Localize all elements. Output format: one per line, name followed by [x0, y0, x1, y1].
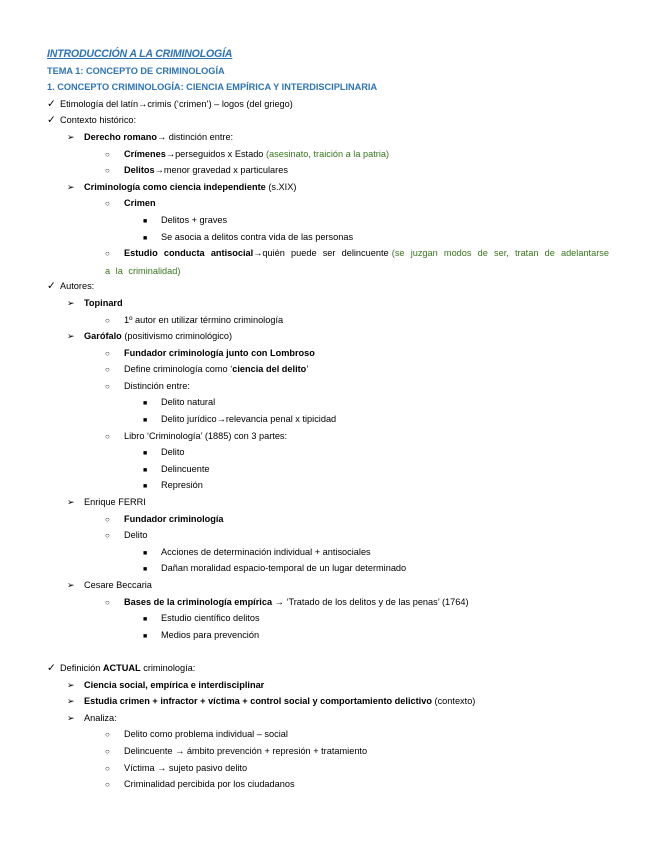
- definicion-analiza: Analiza:: [84, 712, 117, 723]
- document-page: [47, 46, 609, 793]
- definicion-label-post: criminología:: [140, 662, 196, 673]
- circle-bullet-icon: ○: [105, 746, 110, 756]
- definicion-label-pre: Definición: [60, 662, 103, 673]
- garofalo-note: (positivismo criminológico): [124, 331, 233, 342]
- definicion-estudia-term: Estudia crimen + infractor + víctima + control social y comportamiento delictivo: [84, 696, 432, 707]
- analiza-subitem: Criminalidad percibida por los ciudadanos: [124, 779, 295, 790]
- distincion-subitem: Delito jurídico→relevancia penal x tipicidad: [161, 414, 337, 425]
- garofalo-define-post: ’: [306, 364, 309, 375]
- circle-bullet-icon: ○: [105, 431, 110, 441]
- topinard-subitem: 1º autor en utilizar término criminología: [124, 314, 284, 325]
- arrow-bullet-icon: ➢: [67, 131, 75, 142]
- circle-bullet-icon: ○: [105, 249, 110, 259]
- list-item: [47, 361, 609, 378]
- square-bullet-icon: ■: [143, 616, 148, 624]
- definicion-ciencia: Ciencia social, empírica e interdisciplinar: [84, 679, 265, 690]
- list-item: [47, 511, 609, 528]
- beccaria-name: Cesare Beccaria: [84, 580, 152, 590]
- square-bullet-icon: ■: [143, 483, 148, 491]
- list-item: [47, 394, 609, 411]
- square-bullet-icon: ■: [143, 234, 148, 242]
- crimen-item: [47, 195, 609, 212]
- check-icon: ✓: [47, 280, 56, 293]
- list-item: [47, 627, 609, 644]
- circle-bullet-icon: ○: [105, 531, 110, 541]
- square-bullet-icon: ■: [143, 632, 148, 640]
- square-bullet-icon: ■: [143, 566, 148, 574]
- list-item: [47, 693, 609, 710]
- analiza-subitem: Delincuente → ámbito prevención + represión + tratamiento: [124, 745, 368, 756]
- delitos-text: →menor gravedad x particulares: [154, 165, 288, 176]
- list-item: [47, 461, 609, 478]
- circle-bullet-icon: ○: [105, 199, 110, 209]
- ciencia-independiente-item: [47, 179, 609, 196]
- crimenes-text: →perseguidos x Estado: [165, 148, 264, 159]
- circle-bullet-icon: ○: [105, 166, 110, 176]
- libro-subitem: Represión: [161, 480, 203, 491]
- definicion-label-term: ACTUAL: [102, 662, 141, 673]
- list-item: [47, 610, 609, 627]
- circle-bullet-icon: ○: [105, 348, 110, 358]
- delitos-term: Delitos: [124, 165, 155, 176]
- check-icon: ✓: [47, 114, 56, 127]
- estudio-conducta-text: →quién puede ser delincuente: [253, 248, 389, 259]
- autores-item: [47, 278, 609, 295]
- square-bullet-icon: ■: [143, 549, 148, 557]
- garofalo-define-term: ciencia del delito: [232, 364, 307, 375]
- crimenes-item: [47, 146, 609, 163]
- list-item: [47, 345, 609, 362]
- topinard-name: Topinard: [84, 297, 123, 308]
- square-bullet-icon: ■: [143, 450, 148, 458]
- garofalo-distincion: Distinción entre:: [124, 380, 190, 391]
- analiza-subitem: Víctima → sujeto pasivo delito: [124, 762, 248, 773]
- definicion-item: [47, 660, 609, 677]
- contexto-label: Contexto histórico:: [60, 115, 137, 126]
- list-item: [47, 411, 609, 428]
- etimologia-item: [47, 96, 609, 113]
- circle-bullet-icon: ○: [105, 597, 110, 607]
- arrow-bullet-icon: ➢: [67, 297, 75, 308]
- arrow-bullet-icon: ➢: [67, 181, 75, 192]
- circle-bullet-icon: ○: [105, 780, 110, 790]
- ferri-delito-subitem: Acciones de determinación individual + antisociales: [161, 546, 371, 557]
- definicion-estudia-text: (contexto): [434, 696, 476, 707]
- ciencia-independiente-text: (s.XIX): [268, 181, 297, 192]
- arrow-bullet-icon: ➢: [67, 712, 75, 723]
- list-item: [47, 477, 609, 494]
- beccaria-bases-term: Bases de la criminología empírica: [124, 596, 273, 607]
- arrow-bullet-icon: ➢: [67, 580, 75, 590]
- circle-bullet-icon: ○: [105, 149, 110, 159]
- check-icon: ✓: [47, 661, 56, 674]
- list-item: [47, 444, 609, 461]
- ferri-name: Enrique FERRI: [84, 497, 146, 508]
- topinard-item: [47, 295, 609, 312]
- arrow-bullet-icon: ➢: [67, 331, 75, 342]
- garofalo-name: Garófalo: [84, 331, 122, 342]
- estudio-conducta-item: [47, 245, 609, 278]
- crimen-term: Crimen: [124, 198, 156, 209]
- libro-subitem: Delito: [161, 447, 185, 458]
- beccaria-subitem: Estudio científico delitos: [161, 613, 260, 624]
- tema-heading: TEMA 1: CONCEPTO DE CRIMINOLOGÍA: [47, 65, 225, 76]
- estudio-conducta-note: (se juzgan modos de ser, tratan de adelantarse a la criminalidad): [105, 248, 609, 276]
- spacer: [47, 643, 609, 660]
- garofalo-item: [47, 328, 609, 345]
- circle-bullet-icon: ○: [105, 365, 110, 375]
- list-item: [47, 726, 609, 743]
- list-item: [47, 527, 609, 544]
- autores-label: Autores:: [60, 281, 95, 292]
- garofalo-libro: Libro ‘Criminología’ (1885) con 3 partes:: [124, 430, 288, 441]
- beccaria-bases-text: → ‘Tratado de los delitos y de las penas’ (1764): [274, 596, 469, 607]
- etimologia-text: Etimología del latín→crimis (‘crimen’) – logos (del griego): [60, 98, 293, 109]
- ferri-delito-subitem: Dañan moralidad espacio-temporal de un lugar determinado: [161, 563, 407, 574]
- beccaria-item: [47, 577, 609, 594]
- list-item: [47, 760, 609, 777]
- delitos-item: [47, 162, 609, 179]
- crimenes-term: Crímenes: [124, 148, 166, 159]
- document-title: INTRODUCCIÓN A LA CRIMINOLOGÍA: [47, 48, 233, 60]
- ferri-delito: Delito: [124, 530, 148, 541]
- list-item: [47, 743, 609, 760]
- circle-bullet-icon: ○: [105, 315, 110, 325]
- contexto-item: [47, 112, 609, 129]
- distincion-subitem: Delito natural: [161, 397, 216, 408]
- list-item: [47, 378, 609, 395]
- garofalo-define-pre: Define criminología como ‘: [124, 364, 233, 375]
- arrow-bullet-icon: ➢: [67, 696, 75, 707]
- list-item: [47, 229, 609, 246]
- square-bullet-icon: ■: [143, 466, 148, 474]
- derecho-romano-term: Derecho romano: [84, 131, 158, 142]
- circle-bullet-icon: ○: [105, 514, 110, 524]
- circle-bullet-icon: ○: [105, 763, 110, 773]
- square-bullet-icon: ■: [143, 400, 148, 408]
- estudio-conducta-term: Estudio conducta antisocial: [124, 248, 254, 259]
- ferri-item: [47, 494, 609, 511]
- derecho-romano-text: → distinción entre:: [157, 131, 234, 142]
- list-item: [47, 212, 609, 229]
- list-item: [47, 594, 609, 611]
- square-bullet-icon: ■: [143, 417, 148, 425]
- list-item: [47, 560, 609, 577]
- list-item: [47, 710, 609, 727]
- ciencia-independiente-term: Criminología como ciencia independiente: [84, 181, 266, 192]
- crimen-subitem: Delitos + graves: [161, 214, 228, 225]
- beccaria-subitem: Medios para prevención: [161, 629, 260, 640]
- list-item: [47, 776, 609, 793]
- check-icon: ✓: [47, 97, 56, 110]
- circle-bullet-icon: ○: [105, 381, 110, 391]
- libro-subitem: Delincuente: [161, 463, 210, 474]
- list-item: [47, 677, 609, 694]
- list-item: [47, 544, 609, 561]
- list-item: [47, 428, 609, 445]
- arrow-bullet-icon: ➢: [67, 497, 75, 508]
- square-bullet-icon: ■: [143, 217, 148, 225]
- crimen-subitem: Se asocia a delitos contra vida de las personas: [161, 231, 354, 242]
- arrow-bullet-icon: ➢: [67, 679, 75, 690]
- ferri-fundador: Fundador criminología: [124, 513, 224, 524]
- circle-bullet-icon: ○: [105, 730, 110, 740]
- section-heading: 1. CONCEPTO CRIMINOLOGÍA: CIENCIA EMPÍRICA Y INTERDISCIPLINARIA: [47, 82, 378, 93]
- garofalo-fundador: Fundador criminología junto con Lombroso: [124, 347, 315, 358]
- crimenes-note: (asesinato, traición a la patria): [265, 148, 390, 159]
- derecho-romano-item: [47, 129, 609, 146]
- list-item: [47, 312, 609, 329]
- analiza-subitem: Delito como problema individual – social: [124, 729, 288, 740]
